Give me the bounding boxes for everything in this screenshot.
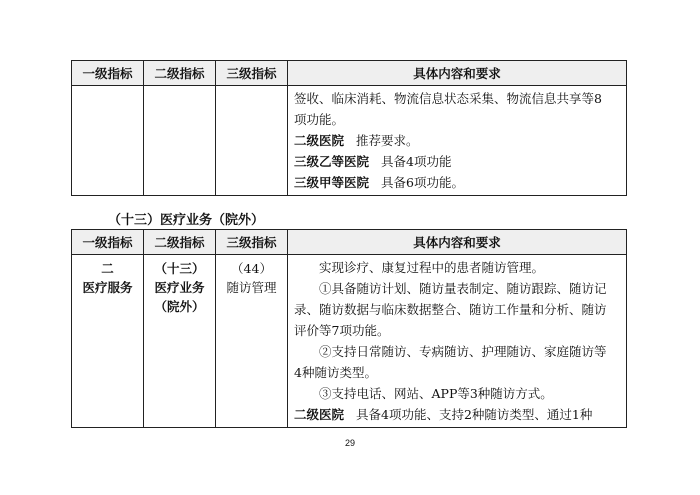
cell-content (288, 86, 627, 196)
hospital-level-label: 三级乙等医院 (294, 154, 370, 169)
table-continuation (71, 60, 627, 196)
table-row (72, 86, 627, 196)
header-level1: 一级指标 (72, 61, 144, 86)
hospital-level-label: 二级医院 (294, 133, 345, 148)
content-line (294, 151, 620, 172)
level1-number: 二 (101, 261, 114, 276)
content-line: ③支持电话、网站、APP等3种随访方式。 (319, 386, 553, 401)
header-level2: 二级指标 (144, 61, 216, 86)
header-content: 具体内容和要求 (288, 61, 627, 86)
content-line: 项功能。 (294, 112, 345, 127)
table-row (72, 255, 627, 428)
table-follow-up (71, 229, 627, 428)
level3-name: 随访管理 (226, 280, 277, 295)
table-header-row (72, 61, 627, 86)
page-number: 29 (344, 438, 355, 448)
content-line (294, 172, 620, 193)
header-content: 具体内容和要求 (288, 230, 627, 255)
level2-name: 医疗业务 (154, 280, 205, 295)
content-line (294, 404, 620, 425)
level1-name: 医疗服务 (82, 280, 133, 295)
hospital-level-label: 二级医院 (294, 407, 345, 422)
level3-number: （44） (231, 261, 272, 276)
hospital-level-label: 三级甲等医院 (294, 175, 370, 190)
cell-level1 (72, 255, 144, 428)
content-line: 签收、临床消耗、物流信息状态采集、物流信息共享等8 (294, 91, 602, 106)
level2-suffix: （院外） (154, 299, 205, 314)
cell-level2 (144, 86, 216, 196)
cell-level3 (216, 86, 288, 196)
section-title: （十三）医疗业务（院外） (108, 213, 265, 228)
content-line: 4种随访类型。 (294, 365, 377, 380)
cell-level2 (144, 255, 216, 428)
cell-content (288, 255, 627, 428)
cell-level1 (72, 86, 144, 196)
requirement-text: 具备6项功能。 (381, 175, 464, 190)
content-line (294, 130, 620, 151)
cell-level3 (216, 255, 288, 428)
content-line: 录、随访数据与临床数据整合、随访工作量和分析、随访 (294, 302, 607, 317)
content-line: 评价等7项功能。 (294, 323, 390, 338)
level2-number: （十三） (154, 261, 205, 276)
header-level3: 三级指标 (216, 230, 288, 255)
header-level3: 三级指标 (216, 61, 288, 86)
requirement-text: 推荐要求。 (356, 133, 419, 148)
header-level2: 二级指标 (144, 230, 216, 255)
table-header-row (72, 230, 627, 255)
header-level1: 一级指标 (72, 230, 144, 255)
content-line: 实现诊疗、康复过程中的患者随访管理。 (319, 260, 545, 275)
requirement-text: 具备4项功能、支持2种随访类型、通过1种 (356, 407, 593, 422)
content-line: ①具备随访计划、随访量表制定、随访跟踪、随访记 (319, 281, 607, 296)
requirement-text: 具备4项功能 (381, 154, 452, 169)
content-line: ②支持日常随访、专病随访、护理随访、家庭随访等 (319, 344, 607, 359)
